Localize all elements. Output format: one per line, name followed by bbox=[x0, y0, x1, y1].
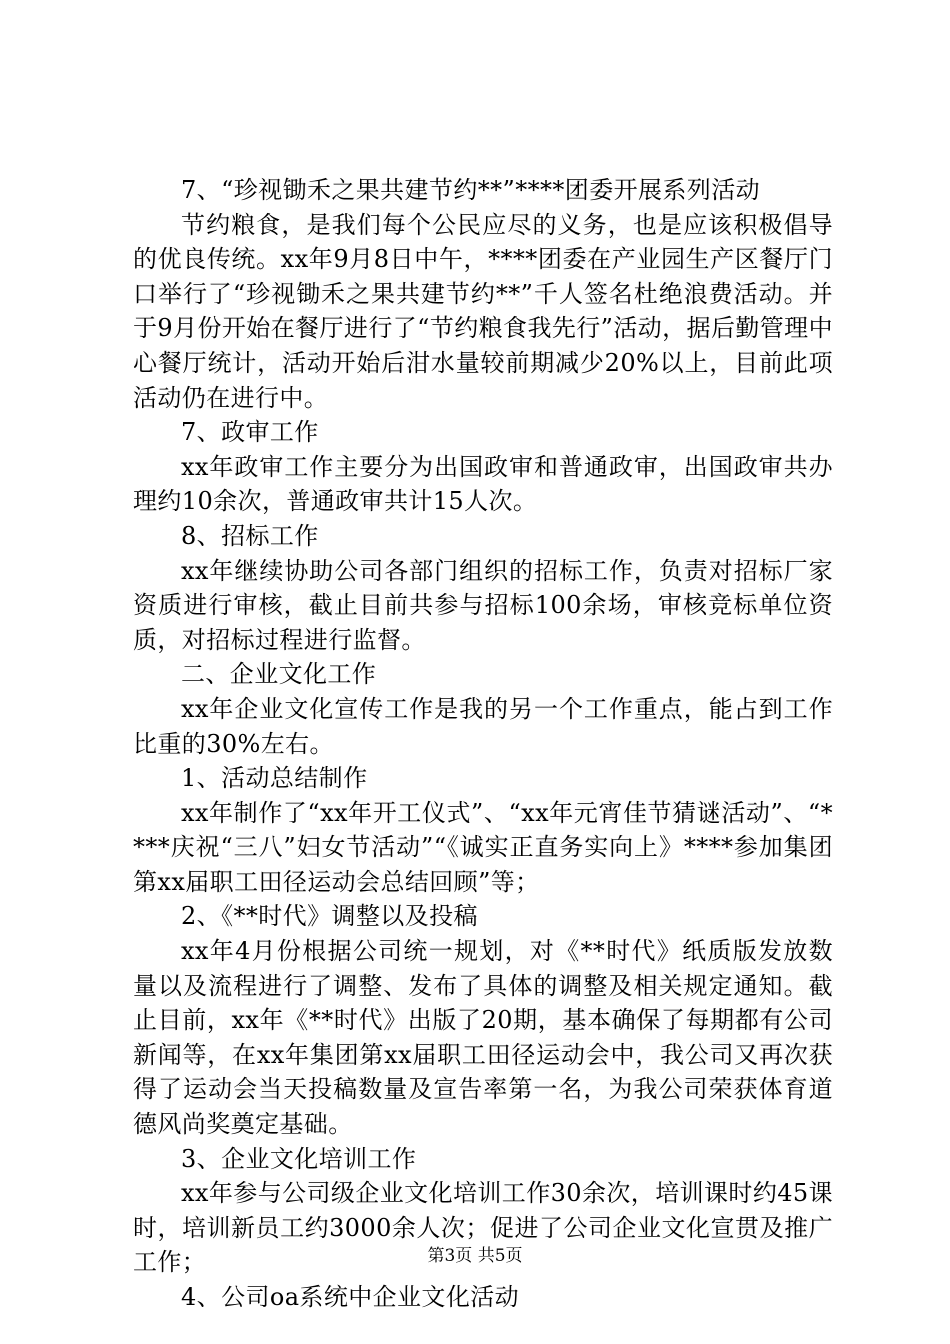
paragraph-culture-training: xx年参与公司级企业文化培训工作30余次，培训课时约45课时，培训新员工约3000余人次；促进了公司企业文化宣贯及推广工作； bbox=[133, 1179, 833, 1277]
heading-savings-campaign: 7、“珍视锄禾之果共建节约**”****团委开展系列活动 bbox=[181, 176, 761, 204]
paragraph-corporate-culture: xx年企业文化宣传工作是我的另一个工作重点，能占到工作比重的30%左右。 bbox=[133, 694, 833, 758]
heading-times-adjustment: 2、《**时代》调整以及投稿 bbox=[181, 902, 478, 931]
page-number-footer: 第3页 共5页 bbox=[427, 1246, 523, 1266]
paragraph-times-adjustment: xx年4月份根据公司统一规划，对《**时代》纸质版发放数量以及流程进行了调整、发布了具体的调整及相关规定通知。截止目前，xx年《**时代》出版了20期，基本确保了每期都有公司新闻等，在xx年集团第xx届职工田径运动会中，我公司又再次获得了运动会当天投稿数量及宣告率第一名，为我公司荣获体育道德风尚奖奠定基础。 bbox=[133, 937, 833, 1139]
heading-culture-training: 3、企业文化培训工作 bbox=[181, 1144, 417, 1173]
paragraph-political-review: xx年政审工作主要分为出国政审和普通政审，出国政审共办理约10余次，普通政审共计15人次。 bbox=[133, 452, 833, 516]
heading-political-review: 7、政审工作 bbox=[181, 418, 319, 447]
heading-corporate-culture: 二、企业文化工作 bbox=[181, 660, 377, 689]
document-body bbox=[133, 173, 833, 1315]
paragraph-savings-campaign: 节约粮食，是我们每个公民应尽的义务，也是应该积极倡导的优良传统。xx年9月8日中午，****团委在产业园生产区餐厅门口举行了“珍视锄禾之果共建节约**”千人签名杜绝浪费活动。并于9月份开始在餐厅进行了“节约粮食我先行”活动，据后勤管理中心餐厅统计，活动开始后泔水量较前期减少20%以上，目前此项活动仍在进行中。 bbox=[133, 210, 833, 412]
paragraph-bidding-work: xx年继续协助公司各部门组织的招标工作，负责对招标厂家资质进行审核，截止目前共参与招标100余场，审核竞标单位资质，对招标过程进行监督。 bbox=[133, 556, 833, 654]
heading-activity-summary: 1、活动总结制作 bbox=[181, 764, 368, 793]
paragraph-activity-summary: xx年制作了“xx年开工仪式”、“xx年元宵佳节猜谜活动”、“****庆祝“三八”妇女节活动”“《诚实正直务实向上》****参加集团第xx届职工田径运动会总结回顾”等； bbox=[133, 798, 833, 896]
heading-oa-activities: 4、公司oa系统中企业文化活动 bbox=[181, 1283, 520, 1311]
heading-bidding-work: 8、招标工作 bbox=[181, 521, 319, 550]
